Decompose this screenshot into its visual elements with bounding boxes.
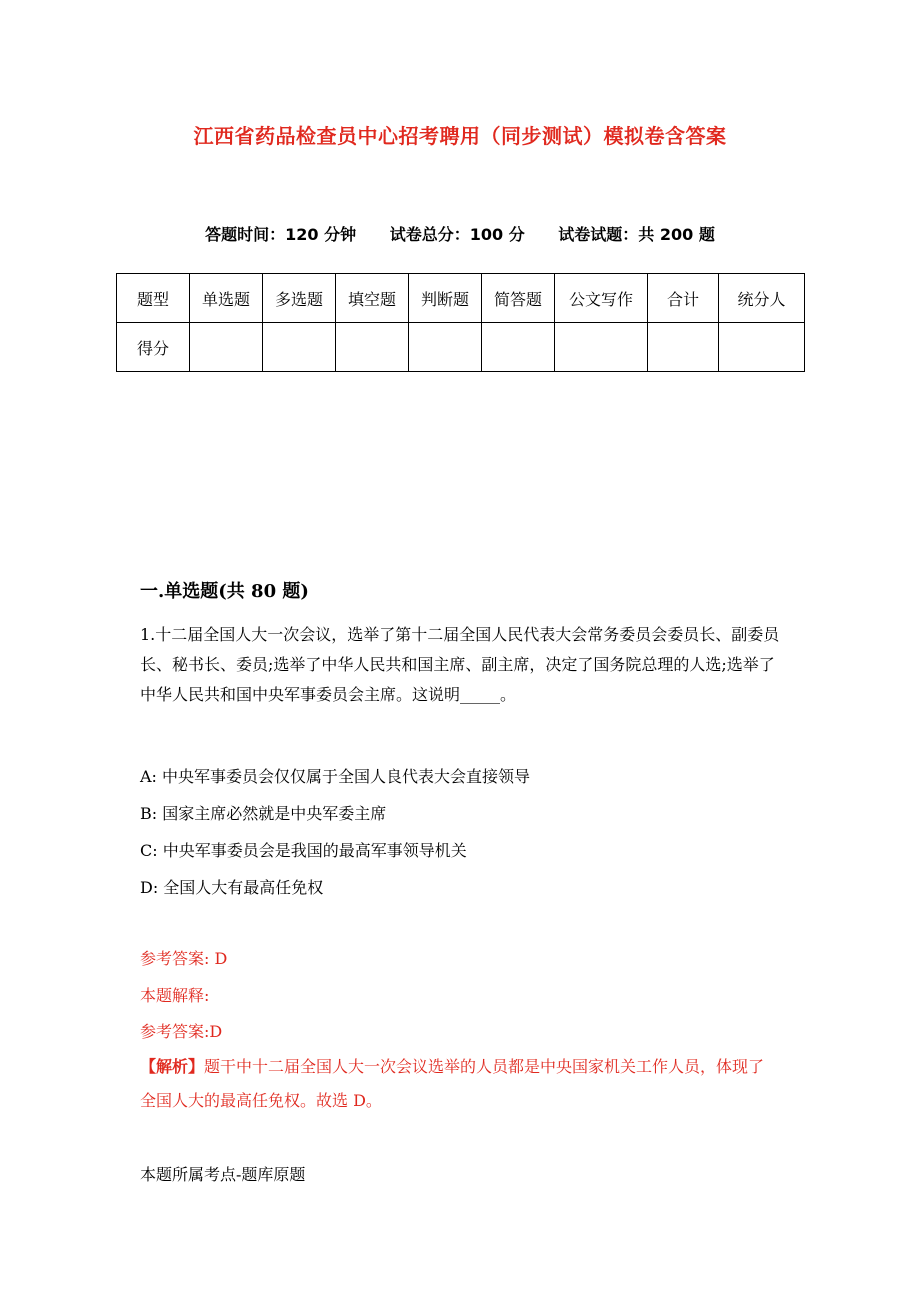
header-cell: 多选题 [263,274,336,323]
option-a: A: 中央军事委员会仅仅属于全国人良代表大会直接领导 [140,767,531,786]
option-b: B: 国家主席必然就是中央军委主席 [140,804,387,823]
score-cell [409,323,482,372]
header-cell: 统分人 [719,274,805,323]
analysis [140,1050,780,1118]
score-cell [482,323,555,372]
option-c: C: 中央军事委员会是我国的最高军事领导机关 [140,841,467,860]
score-cell [190,323,263,372]
exam-question-count: 试卷试题：共 200 题 [558,225,715,244]
header-cell: 合计 [648,274,719,323]
score-cell [263,323,336,372]
header-cell: 公文写作 [555,274,648,323]
exam-info [0,222,920,245]
header-cell: 题型 [117,274,190,323]
score-row-label: 得分 [117,323,190,372]
score-cell [719,323,805,372]
document-title: 江西省药品检查员中心招考聘用（同步测试）模拟卷含答案 [193,124,727,148]
exam-total-score: 试卷总分：100 分 [389,225,525,244]
analysis-tag: 【解析】 [140,1057,205,1076]
section-heading: 一.单选题(共 80 题) [140,581,309,602]
score-cell [336,323,409,372]
score-table-score-row [117,323,805,372]
score-table [116,273,805,372]
header-cell: 单选题 [190,274,263,323]
analysis-text: 题干中十二届全国人大一次会议选举的人员都是中央国家机关工作人员，体现了全国人大的最高任免权。故选 D。 [140,1057,765,1110]
header-cell: 简答题 [482,274,555,323]
option-d: D: 全国人大有最高任免权 [140,878,324,897]
score-table-header-row [117,274,805,323]
header-cell: 填空题 [336,274,409,323]
reference-answer: 参考答案: D [140,949,228,968]
score-cell [648,323,719,372]
question-stem: 1.十二届全国人大一次会议，选举了第十二届全国人民代表大会常务委员会委员长、副委员长、秘书长、委员;选举了中华人民共和国主席、副主席，决定了国务院总理的人选;选举了中华人民共和国中央军事委员会主席。这说明_____。 [140,625,780,704]
score-cell [555,323,648,372]
topic-source: 本题所属考点-题库原题 [140,1165,306,1184]
explanation-label: 本题解释: [140,986,210,1005]
reference-answer-2: 参考答案:D [140,1022,223,1041]
header-cell: 判断题 [409,274,482,323]
exam-time: 答题时间：120 分钟 [205,225,357,244]
